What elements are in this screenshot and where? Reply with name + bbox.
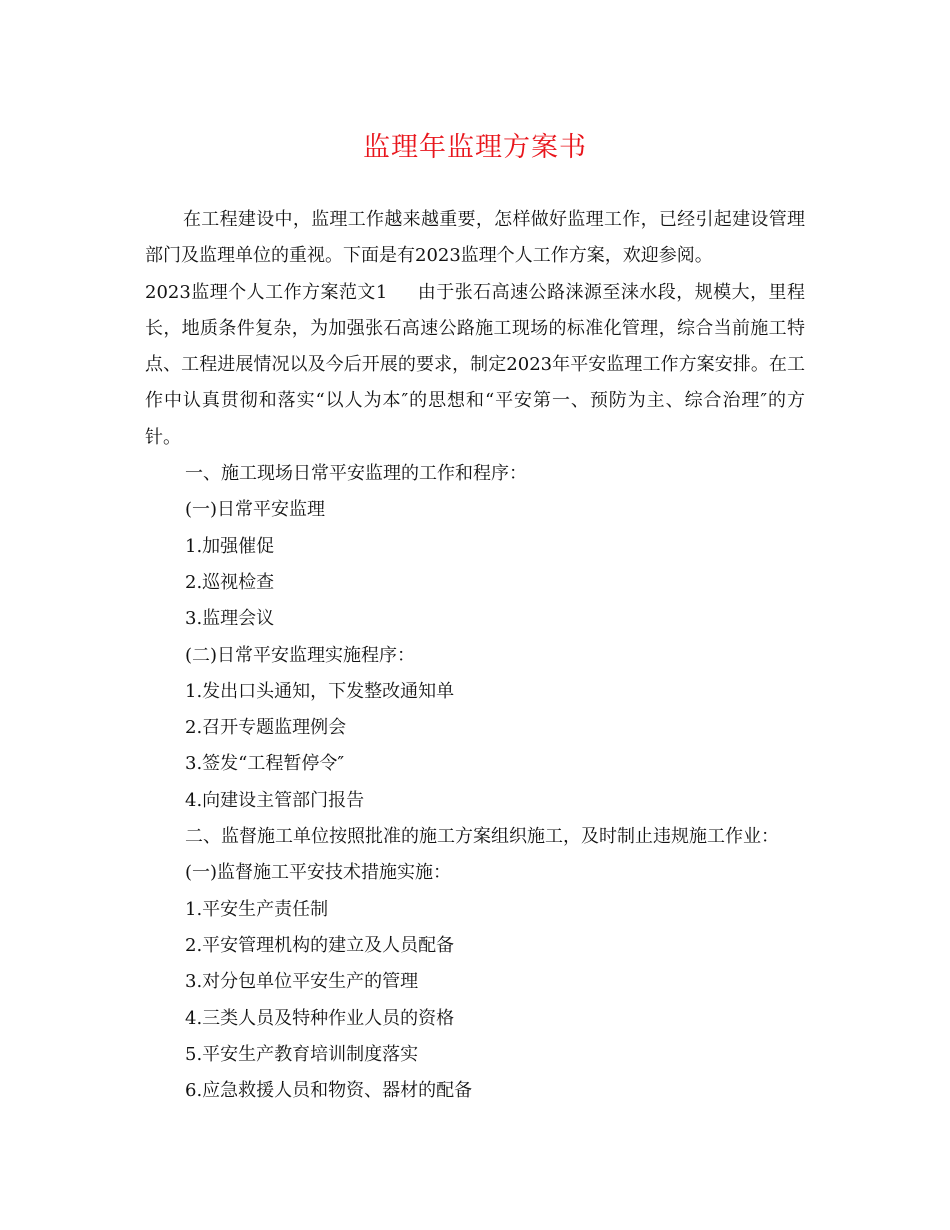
list-item: 2.巡视检查 [185, 571, 275, 593]
list-item: 1.发出口头通知，下发整改通知单 [185, 680, 455, 702]
section-2-sub-1-heading: (一)监督施工平安技术措施实施： [185, 862, 452, 884]
list-item: 2.召开专题监理例会 [185, 717, 347, 739]
list-item: 2.平安管理机构的建立及人员配备 [185, 934, 455, 956]
section-1-heading: 一、施工现场日常平安监理的工作和程序： [185, 463, 527, 485]
list-item: 1.平安生产责任制 [185, 898, 329, 920]
document-title: 监理年监理方案书 [363, 132, 587, 163]
sample-paragraph [145, 275, 805, 456]
section-2-heading: 二、监督施工单位按照批准的施工方案组织施工，及时制止违规施工作业： [185, 826, 779, 848]
list-item: 3.监理会议 [185, 608, 275, 630]
list-item: 3.对分包单位平安生产的管理 [185, 971, 419, 993]
intro-paragraph: 在工程建设中，监理工作越来越重要，怎样做好监理工作，已经引起建设管理部门及监理单位的重视。下面是有2023监理个人工作方案，欢迎参阅。 [145, 209, 805, 267]
list-item: 4.向建设主管部门报告 [185, 789, 365, 811]
section-1-sub-2-heading: (二)日常平安监理实施程序： [185, 644, 416, 666]
list-item: 3.签发“工程暂停令″ [185, 753, 345, 775]
list-item: 5.平安生产教育培训制度落实 [185, 1043, 419, 1065]
document-body [145, 202, 805, 1109]
list-item: 1.加强催促 [185, 535, 275, 557]
list-item: 6.应急救援人员和物资、器材的配备 [185, 1080, 473, 1102]
sample-text: 由于张石高速公路涞源至涞水段，规模大，里程长，地质条件复杂，为加强张石高速公路施工现场的标准化管理，综合当前施工特点、工程进展情况以及今后开展的要求，制定2023年平安监理工作方案安排。在工作中认真贯彻和落实“以人为本″的思想和“平安第一、预防为主、综合治理″的方针。 [145, 281, 805, 448]
list-item: 4.三类人员及特种作业人员的资格 [185, 1007, 455, 1029]
section-1-sub-1-heading: (一)日常平安监理 [185, 499, 326, 521]
sample-label: 2023监理个人工作方案范文1 [145, 281, 388, 303]
